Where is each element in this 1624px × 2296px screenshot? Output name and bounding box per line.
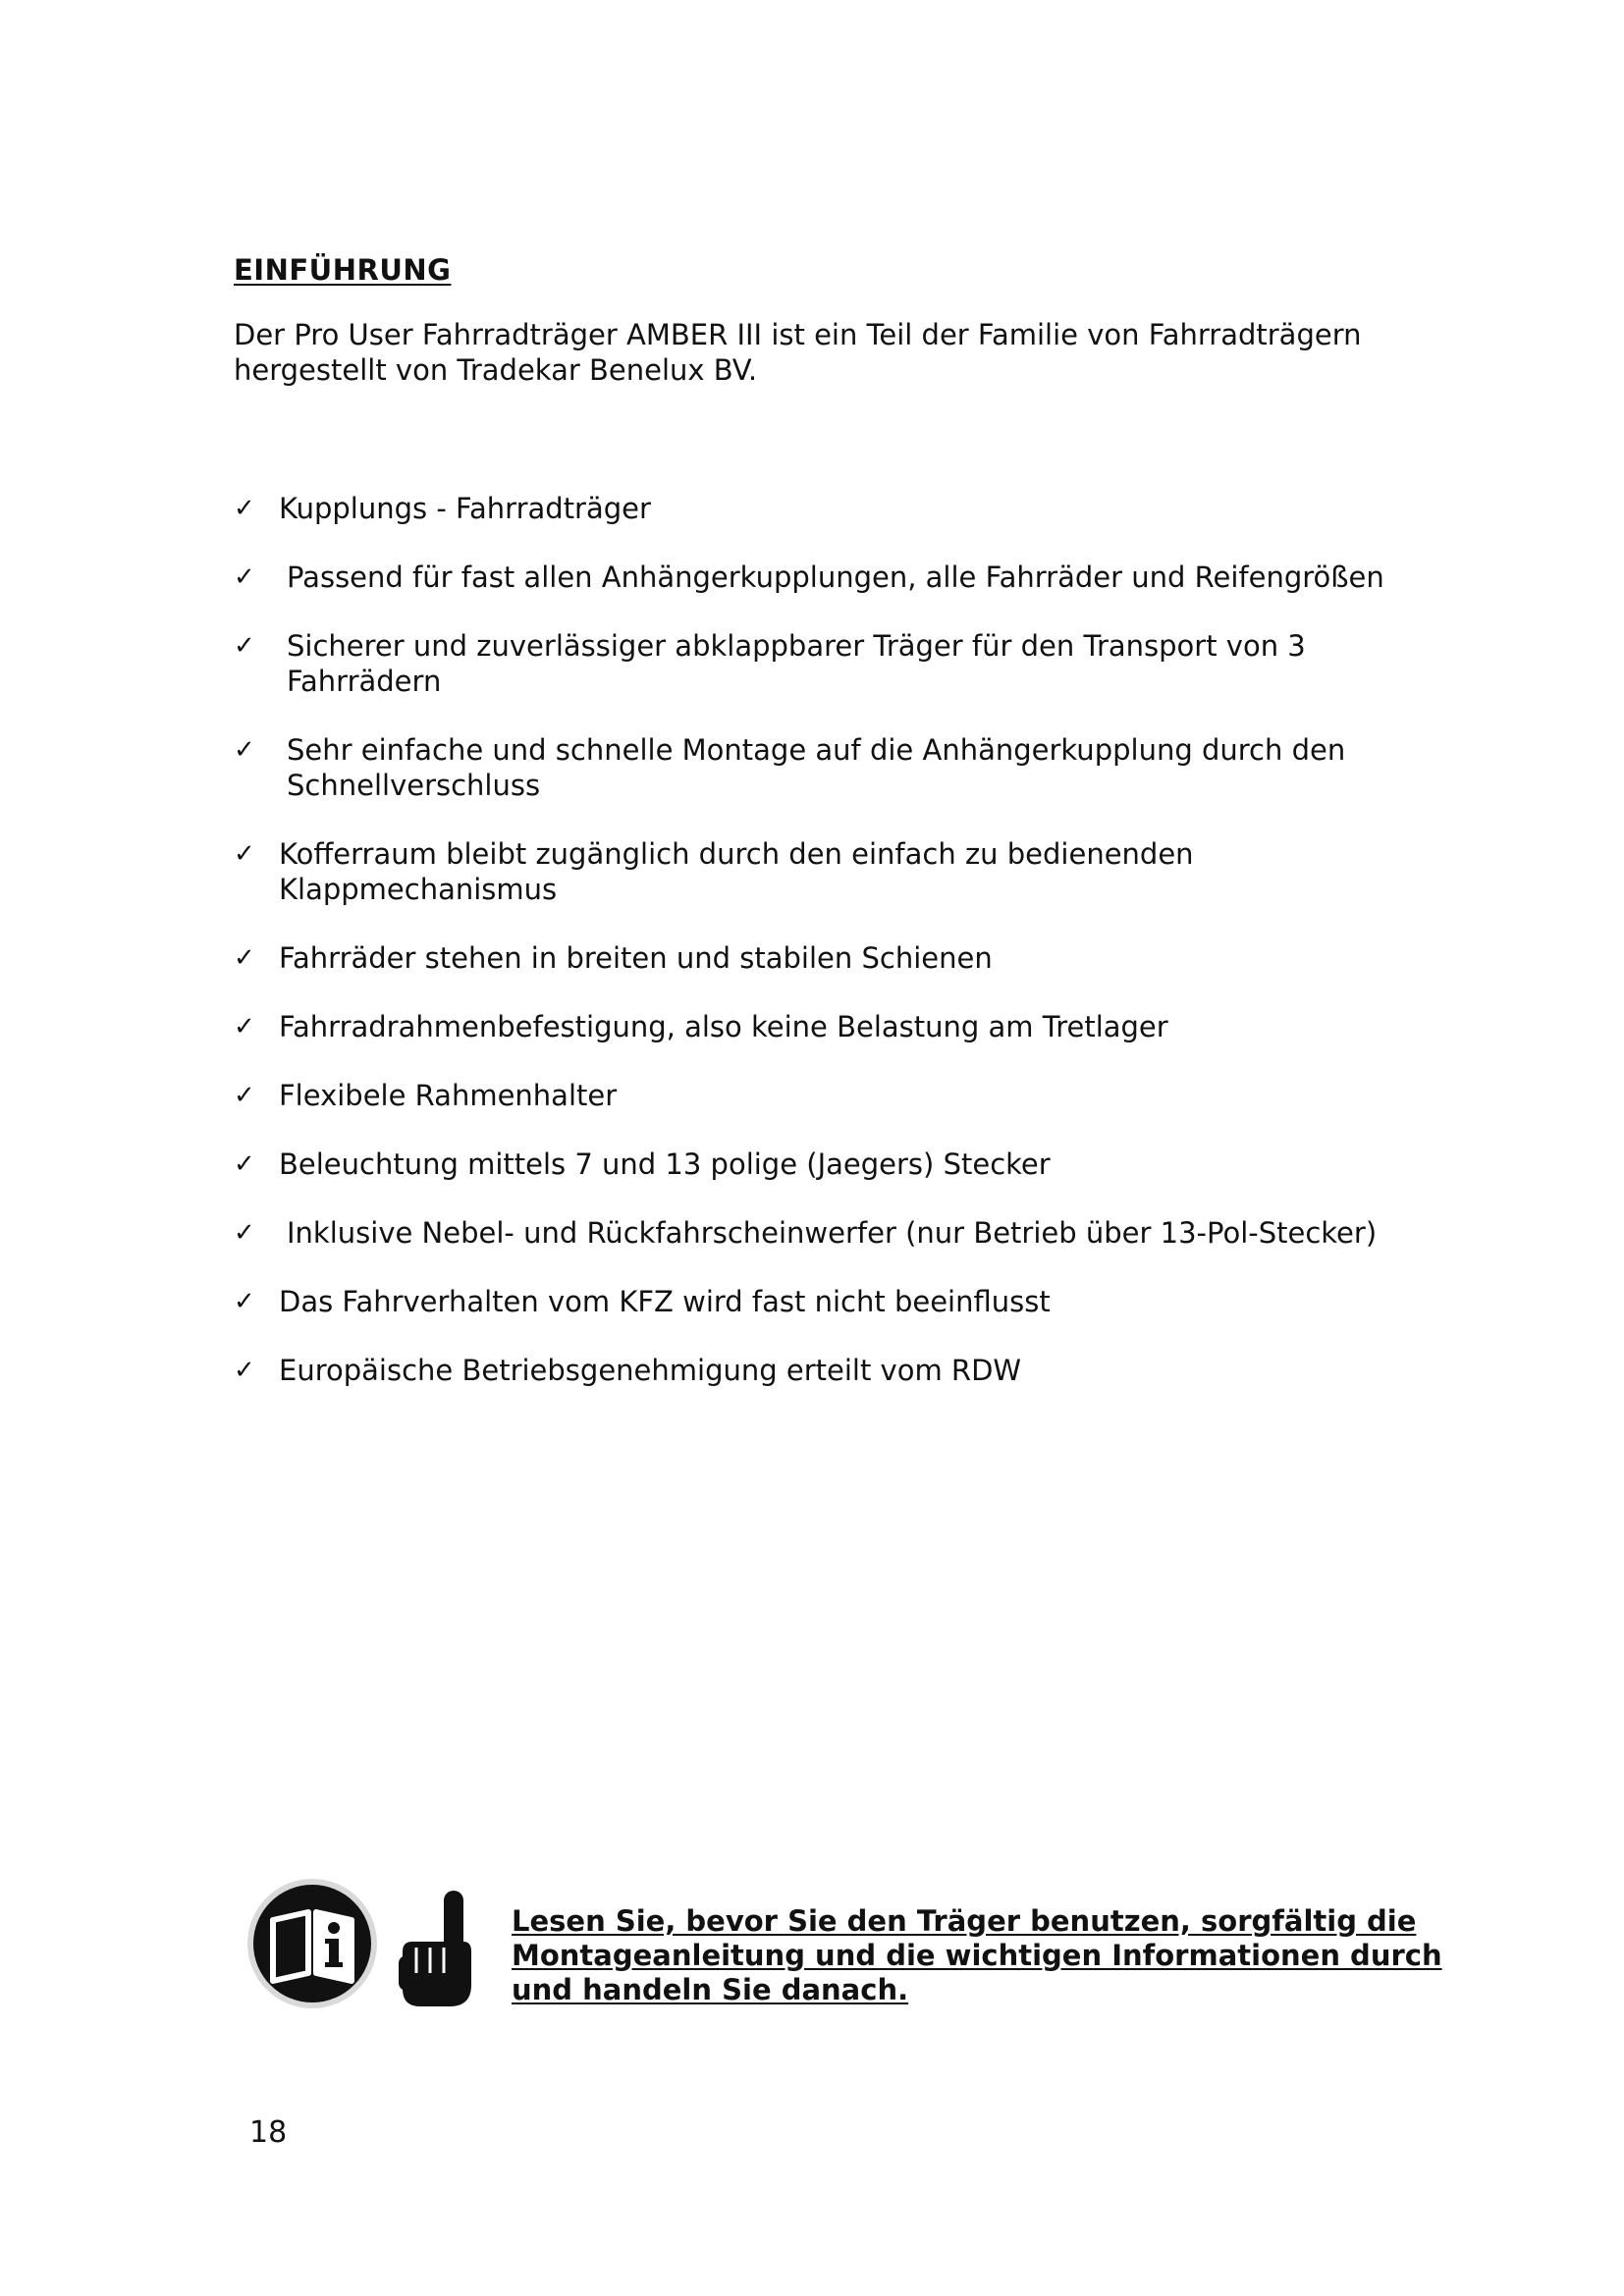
list-item [234,1284,1441,1319]
feature-text: Das Fahrverhalten vom KFZ wird fast nicht beeinflusst [279,1285,1051,1318]
list-item [234,1009,1441,1044]
feature-list [234,491,1441,1388]
list-item [234,940,1441,976]
checkmark-icon: ✓ [234,1012,255,1041]
read-manual-icon [245,1877,379,2010]
checkmark-icon: ✓ [234,735,255,765]
intro-paragraph: Der Pro User Fahrradträger AMBER III ist ein Teil der Familie von Fahrradträgern hergestellt von Tradekar Benelux BV. [234,318,1362,387]
list-item [234,628,1441,699]
note-text: Lesen Sie, bevor Sie den Träger benutzen, sorgfältig die Montageanleitung und die wichtigen Informationen durch und handeln Sie danach. [512,1904,1442,2006]
checkmark-icon: ✓ [234,631,255,661]
checkmark-icon: ✓ [234,839,255,869]
feature-text: Sehr einfache und schnelle Montage auf die Anhängerkupplung durch den Schnellverschluss [287,733,1346,802]
safety-note [245,1877,1463,2024]
checkmark-icon: ✓ [234,943,255,973]
list-item [234,1215,1441,1251]
feature-text: Fahrräder stehen in breiten und stabilen Schienen [279,941,993,975]
feature-text: Beleuchtung mittels 7 und 13 polige (Jaegers) Stecker [279,1148,1051,1181]
checkmark-icon: ✓ [234,1287,255,1316]
feature-text: Europäische Betriebsgenehmigung erteilt vom RDW [279,1354,1022,1387]
pointing-hand-icon [395,1891,475,2008]
section-heading: EINFÜHRUNG [234,253,452,287]
list-item [234,1353,1441,1388]
feature-text: Inklusive Nebel- und Rückfahrscheinwerfer (nur Betrieb über 13-Pol-Stecker) [287,1216,1378,1250]
feature-text: Flexibele Rahmenhalter [279,1079,618,1112]
checkmark-icon: ✓ [234,1081,255,1110]
list-item [234,836,1441,907]
feature-text: Kofferraum bleibt zugänglich durch den einfach zu bedienenden Klappmechanismus [279,837,1194,906]
checkmark-icon: ✓ [234,1149,255,1179]
checkmark-icon: ✓ [234,1218,255,1248]
list-item [234,560,1441,595]
feature-text: Passend für fast allen Anhängerkupplungen, alle Fahrräder und Reifengrößen [287,561,1384,594]
checkmark-icon: ✓ [234,494,255,523]
feature-text: Fahrradrahmenbefestigung, also keine Belastung am Tretlager [279,1010,1168,1043]
checkmark-icon: ✓ [234,562,255,592]
list-item [234,1147,1441,1182]
feature-text: Sicherer und zuverlässiger abklappbarer Träger für den Transport von 3 Fahrrädern [287,629,1306,698]
list-item [234,1078,1441,1113]
page-number: 18 [249,2115,288,2150]
checkmark-icon: ✓ [234,1356,255,1385]
list-item [234,732,1441,803]
feature-text: Kupplungs - Fahrradträger [279,492,651,525]
list-item [234,491,1441,526]
